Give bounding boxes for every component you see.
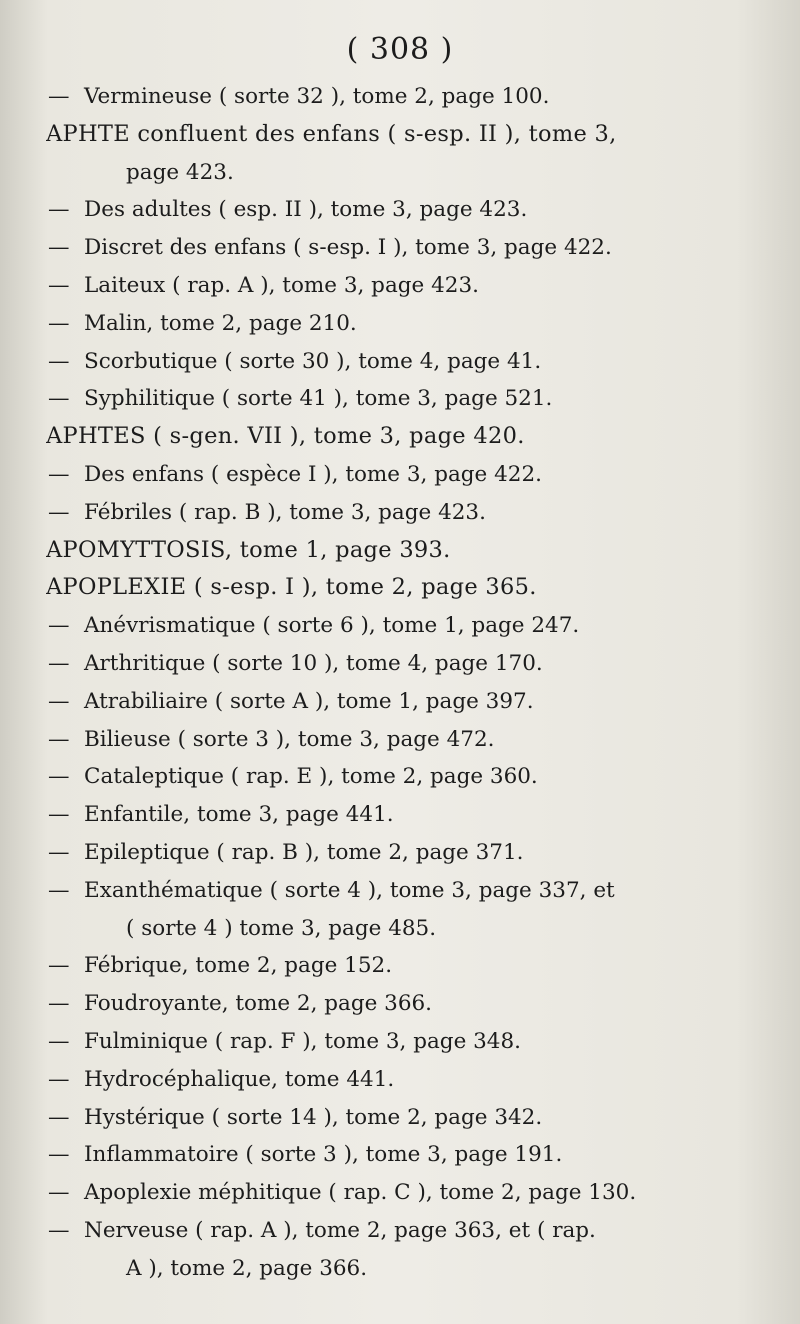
entry-text: page 423. xyxy=(126,159,234,185)
index-subentry xyxy=(46,191,786,229)
entry-text: APHTES ( s-gen. VII ), tome 3, page 420. xyxy=(46,423,525,450)
index-subentry xyxy=(46,1023,786,1061)
index-heading xyxy=(46,569,786,607)
dash-marker xyxy=(48,607,78,645)
index-subentry xyxy=(46,985,786,1023)
index-subentry xyxy=(46,343,786,381)
entry-text: Arthritique ( sorte 10 ), tome 4, page 170. xyxy=(84,650,543,676)
dash-marker xyxy=(48,191,78,229)
entry-text: APHTE confluent des enfans ( s-esp. II ), tome 3, xyxy=(46,120,617,147)
entry-text: APOPLEXIE ( s-esp. I ), tome 2, page 365. xyxy=(46,574,537,601)
dash-marker xyxy=(48,947,78,985)
dash-marker xyxy=(48,1212,78,1250)
index-continuation xyxy=(46,1250,786,1288)
dash-marker xyxy=(48,1174,78,1212)
entry-text: Atrabiliaire ( sorte A ), tome 1, page 397. xyxy=(84,688,534,714)
dash-marker xyxy=(48,985,78,1023)
index-subentry xyxy=(46,78,786,116)
index-subentry xyxy=(46,1099,786,1137)
entry-text: Fulminique ( rap. F ), tome 3, page 348. xyxy=(84,1028,522,1054)
dash-marker xyxy=(48,796,78,834)
dash-marker xyxy=(48,834,78,872)
entry-text: Exanthématique ( sorte 4 ), tome 3, page 337, et xyxy=(84,877,615,903)
entry-text: Bilieuse ( sorte 3 ), tome 3, page 472. xyxy=(84,726,495,752)
entry-text: Des adultes ( esp. II ), tome 3, page 423. xyxy=(84,197,528,223)
index-subentry xyxy=(46,683,786,721)
index-subentry xyxy=(46,456,786,494)
index-subentry xyxy=(46,1174,786,1212)
entry-text: Cataleptique ( rap. E ), tome 2, page 360. xyxy=(84,764,538,790)
index-heading xyxy=(46,418,786,456)
dash-marker xyxy=(48,494,78,532)
entry-text: Laiteux ( rap. A ), tome 3, page 423. xyxy=(84,272,479,298)
entry-text: Hydrocéphalique, tome 441. xyxy=(84,1066,395,1092)
entry-text: Hystérique ( sorte 14 ), tome 2, page 342. xyxy=(84,1104,543,1130)
index-subentry xyxy=(46,305,786,343)
entry-text: Fébrique, tome 2, page 152. xyxy=(84,953,393,979)
dash-marker xyxy=(48,1136,78,1174)
dash-marker xyxy=(48,456,78,494)
entry-text: Nerveuse ( rap. A ), tome 2, page 363, et ( rap. xyxy=(84,1217,596,1243)
index-continuation xyxy=(46,910,786,948)
index-subentry xyxy=(46,721,786,759)
dash-marker xyxy=(48,343,78,381)
dash-marker xyxy=(48,380,78,418)
entry-text: Syphilitique ( sorte 41 ), tome 3, page 521. xyxy=(84,386,553,412)
dash-marker xyxy=(48,1061,78,1099)
index-entries xyxy=(46,78,786,1288)
index-subentry xyxy=(46,494,786,532)
entry-text: Enfantile, tome 3, page 441. xyxy=(84,802,394,828)
dash-marker xyxy=(48,1099,78,1137)
entry-text: Epileptique ( rap. B ), tome 2, page 371. xyxy=(84,839,524,865)
index-subentry xyxy=(46,947,786,985)
dash-marker xyxy=(48,1023,78,1061)
entry-text: Foudroyante, tome 2, page 366. xyxy=(84,991,433,1017)
index-continuation xyxy=(46,154,786,192)
entry-text: Inflammatoire ( sorte 3 ), tome 3, page 191. xyxy=(84,1142,563,1168)
entry-text: APOMYTTOSIS, tome 1, page 393. xyxy=(46,536,451,563)
entry-text: A ), tome 2, page 366. xyxy=(126,1255,368,1281)
entry-text: Malin, tome 2, page 210. xyxy=(84,310,357,336)
entry-text: ( sorte 4 ) tome 3, page 485. xyxy=(126,915,437,941)
entry-text: Fébriles ( rap. B ), tome 3, page 423. xyxy=(84,499,486,525)
entry-text: Apoplexie méphitique ( rap. C ), tome 2, page 130. xyxy=(84,1180,637,1206)
entry-text: Discret des enfans ( s-esp. I ), tome 3, page 422. xyxy=(84,235,612,261)
index-subentry xyxy=(46,758,786,796)
index-heading xyxy=(46,532,786,570)
index-subentry xyxy=(46,834,786,872)
dash-marker xyxy=(48,229,78,267)
entry-text: Des enfans ( espèce I ), tome 3, page 422. xyxy=(84,461,542,487)
index-subentry xyxy=(46,872,786,910)
entry-text: Anévrismatique ( sorte 6 ), tome 1, page 247. xyxy=(84,613,580,639)
dash-marker xyxy=(48,645,78,683)
index-subentry xyxy=(46,267,786,305)
index-subentry xyxy=(46,607,786,645)
index-heading xyxy=(46,116,786,154)
dash-marker xyxy=(48,78,78,116)
index-subentry xyxy=(46,1212,786,1250)
page-number: ( 308 ) xyxy=(346,32,454,67)
index-subentry xyxy=(46,645,786,683)
index-subentry xyxy=(46,229,786,267)
dash-marker xyxy=(48,758,78,796)
index-subentry xyxy=(46,1061,786,1099)
dash-marker xyxy=(48,872,78,910)
entry-text: Scorbutique ( sorte 30 ), tome 4, page 41. xyxy=(84,348,542,374)
dash-marker xyxy=(48,721,78,759)
dash-marker xyxy=(48,683,78,721)
dash-marker xyxy=(48,267,78,305)
index-subentry xyxy=(46,1136,786,1174)
index-subentry xyxy=(46,380,786,418)
index-subentry xyxy=(46,796,786,834)
dash-marker xyxy=(48,305,78,343)
entry-text: Vermineuse ( sorte 32 ), tome 2, page 100. xyxy=(84,84,550,109)
